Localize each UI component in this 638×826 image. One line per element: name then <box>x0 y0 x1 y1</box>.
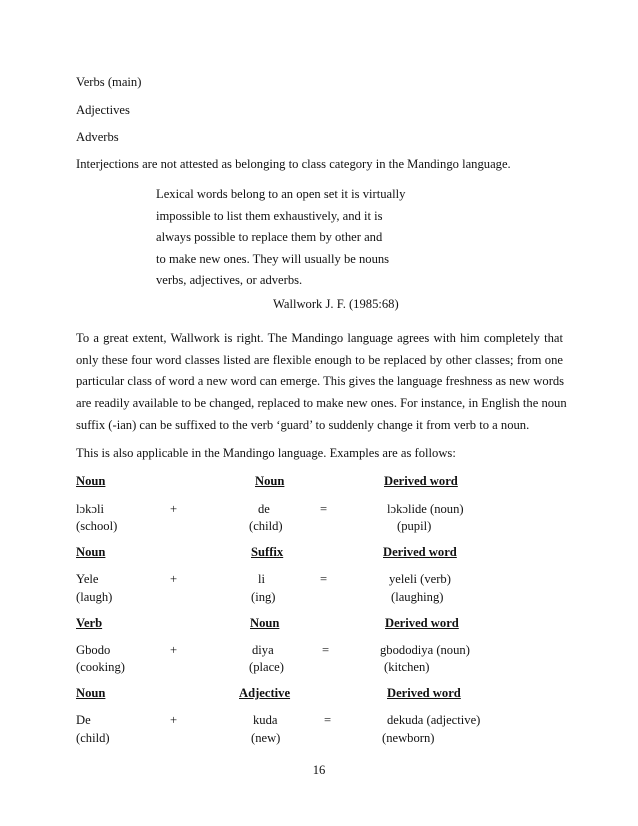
paragraph-line: To a great extent, Wallwork is right. The Mandingo language agrees with him completely that <box>76 331 563 345</box>
paragraph-line: particular class of word a new word can emerge. This gives the language freshness as new words <box>76 374 565 389</box>
equals-sign: = <box>322 643 330 657</box>
header-adjective: Adjective <box>239 686 291 700</box>
word-cell: kuda <box>253 713 278 727</box>
gloss-cell: (kitchen) <box>384 660 430 674</box>
plus-sign: + <box>170 713 178 727</box>
derived-cell: yeleli (verb) <box>389 572 451 586</box>
header-noun: Noun <box>76 545 106 559</box>
header-derived-word: Derived word <box>384 474 458 488</box>
list-item-verbs: Verbs (main) <box>76 75 142 89</box>
paragraph-line: suffix (-ian) can be suffixed to the verb ‘guard’ to suddenly change it from verb to a noun. <box>76 417 530 432</box>
gloss-cell: (cooking) <box>76 660 125 674</box>
quote-line: to make new ones. They will usually be nouns <box>156 251 390 266</box>
quote-line: always possible to replace them by other and <box>156 230 383 245</box>
quote-line: Lexical words belong to an open set it is virtually <box>156 187 406 201</box>
paragraph-line: only these four word classes listed are flexible enough to be replaced by other classes; from one <box>76 352 563 367</box>
header-noun: Noun <box>76 686 106 700</box>
derived-cell: gbododiya (noun) <box>380 643 470 657</box>
word-cell: diya <box>252 643 274 657</box>
word-cell: Yele <box>76 572 99 586</box>
gloss-cell: (new) <box>251 731 281 745</box>
gloss-cell: (laugh) <box>76 590 113 604</box>
header-verb: Verb <box>76 616 103 630</box>
word-cell: de <box>258 502 270 516</box>
word-cell: li <box>258 572 265 586</box>
equals-sign: = <box>320 572 328 586</box>
gloss-cell: (laughing) <box>391 590 444 604</box>
derived-cell: dekuda (adjective) <box>387 713 481 727</box>
plus-sign: + <box>170 572 178 586</box>
quote-line: impossible to list them exhaustively, and it is <box>156 208 383 223</box>
page-number: 16 <box>312 763 326 777</box>
citation: Wallwork J. F. (1985:68) <box>273 297 399 311</box>
block-quote <box>156 184 436 292</box>
gloss-cell: (pupil) <box>397 519 432 533</box>
paragraph-line: are readily available to be changed, replaced to make new ones. For instance, in English the noun <box>76 396 567 411</box>
word-cell: De <box>76 713 91 727</box>
gloss-cell: (newborn) <box>382 731 435 745</box>
list-item-adjectives: Adjectives <box>76 103 130 117</box>
derived-cell: lɔkɔlide (noun) <box>387 502 464 516</box>
header-derived-word: Derived word <box>387 686 461 700</box>
plus-sign: + <box>170 643 178 657</box>
gloss-cell: (child) <box>249 519 283 533</box>
examples-intro: This is also applicable in the Mandingo language. Examples are as follows: <box>76 446 456 460</box>
gloss-cell: (child) <box>76 731 110 745</box>
header-derived-word: Derived word <box>385 616 459 630</box>
gloss-cell: (place) <box>249 660 284 674</box>
quote-line: verbs, adjectives, or adverbs. <box>156 273 303 288</box>
header-suffix: Suffix <box>251 545 284 559</box>
header-noun: Noun <box>255 474 285 488</box>
gloss-cell: (ing) <box>251 590 276 604</box>
list-item-adverbs: Adverbs <box>76 130 119 144</box>
equals-sign: = <box>320 502 328 516</box>
gloss-cell: (school) <box>76 519 118 533</box>
header-noun: Noun <box>76 474 106 488</box>
intro-line: Interjections are not attested as belonging to class category in the Mandingo language. <box>76 157 511 171</box>
header-noun: Noun <box>250 616 280 630</box>
word-cell: lɔkɔli <box>76 502 104 516</box>
equals-sign: = <box>324 713 332 727</box>
word-cell: Gbodo <box>76 643 111 657</box>
plus-sign: + <box>170 502 178 516</box>
body-paragraph <box>76 328 567 437</box>
header-derived-word: Derived word <box>383 545 457 559</box>
